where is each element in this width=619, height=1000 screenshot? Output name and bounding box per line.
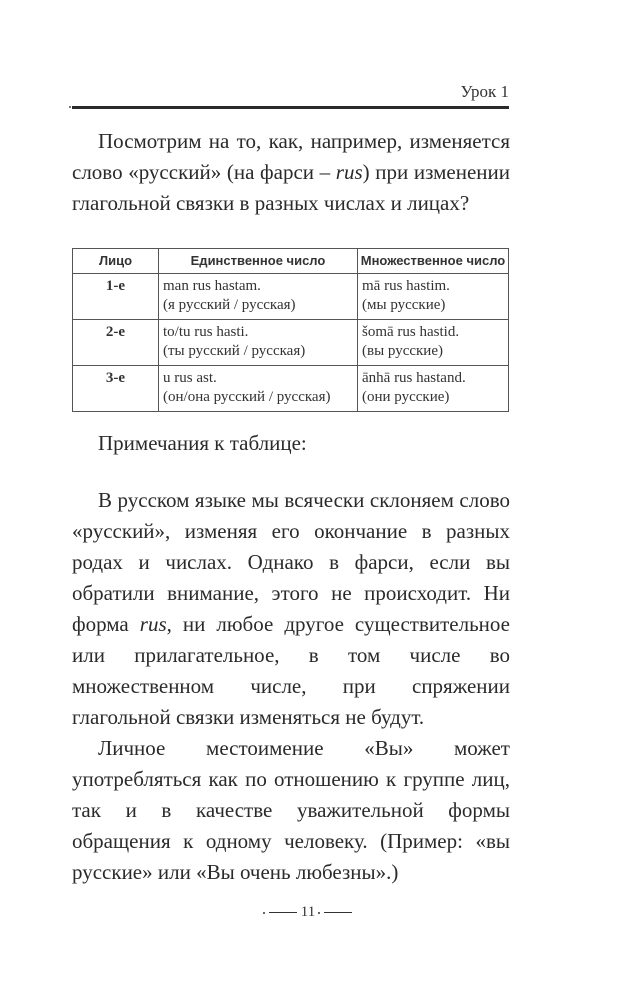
header-singular: Единственное число [159, 249, 358, 274]
plural-cell [358, 366, 509, 412]
note1-text-end: , ни любое другое существительное или прилагательное, в том числе во множественном числе, при спряжении глагольной связки изменяться не будут. [72, 612, 511, 729]
singular-translation: (я русский / русская) [163, 297, 296, 313]
plural-form: ānhā rus hastand. [362, 370, 466, 386]
table-row [73, 274, 509, 320]
footer-rule-left [269, 912, 297, 914]
header-rule [72, 106, 509, 109]
header-person: Лицо [73, 249, 159, 274]
header-plural: Множественное число [358, 249, 509, 274]
page-footer [0, 902, 619, 942]
note2-text: Личное местоимение «Вы» может употребляться как по отношению к группе лиц, так и в качестве уважительной формы обращения к одному человеку. (Пример: «вы русские» или «Вы очень любезны».) [72, 736, 510, 884]
singular-cell [159, 320, 358, 366]
singular-translation: (он/она русский / русская) [163, 389, 331, 405]
note-paragraph-1 [72, 485, 510, 733]
note1-italic-term: rus [139, 612, 167, 636]
singular-form: to/tu rus hasti. [163, 324, 249, 340]
singular-cell [159, 274, 358, 320]
notes-heading-text: Примечания к таблице: [98, 431, 307, 455]
plural-translation: (они русские) [362, 389, 450, 405]
conjugation-table [72, 248, 510, 412]
table-row [73, 320, 509, 366]
footer-rule-right [324, 912, 352, 914]
person-cell: 3-е [73, 366, 159, 412]
table-header-row [73, 249, 509, 274]
plural-cell [358, 274, 509, 320]
person-cell: 1-е [73, 274, 159, 320]
singular-cell [159, 366, 358, 412]
intro-italic-term: rus [335, 160, 363, 184]
note-paragraph-2 [72, 733, 510, 888]
person-cell: 2-е [73, 320, 159, 366]
plural-form: šomā rus hastid. [362, 324, 460, 340]
plural-translation: (мы русские) [362, 297, 446, 313]
notes-heading [72, 428, 510, 459]
plural-cell [358, 320, 509, 366]
intro-text-end: ) при изменении глагольной связки в разных числах и лицах? [72, 160, 511, 215]
table-row [73, 366, 509, 412]
singular-form: man rus hastam. [163, 278, 261, 294]
running-head: Урок 1 [460, 82, 509, 101]
plural-translation: (вы русские) [362, 343, 443, 359]
intro-text: Посмотрим на то, как, например, изменяется слово «русский» (на фарси – [72, 129, 510, 184]
page-number: 11 [300, 904, 316, 920]
note1-text: В русском языке мы всячески склоняем слово «русский», изменяя его окончание в разных родах и числах. Однако в фарси, если вы обратили внимание, этого не происходит. Ни форма [72, 488, 510, 636]
singular-translation: (ты русский / русская) [163, 343, 306, 359]
intro-paragraph [72, 126, 510, 219]
plural-form: mā rus hastim. [362, 278, 450, 294]
singular-form: u rus ast. [163, 370, 217, 386]
